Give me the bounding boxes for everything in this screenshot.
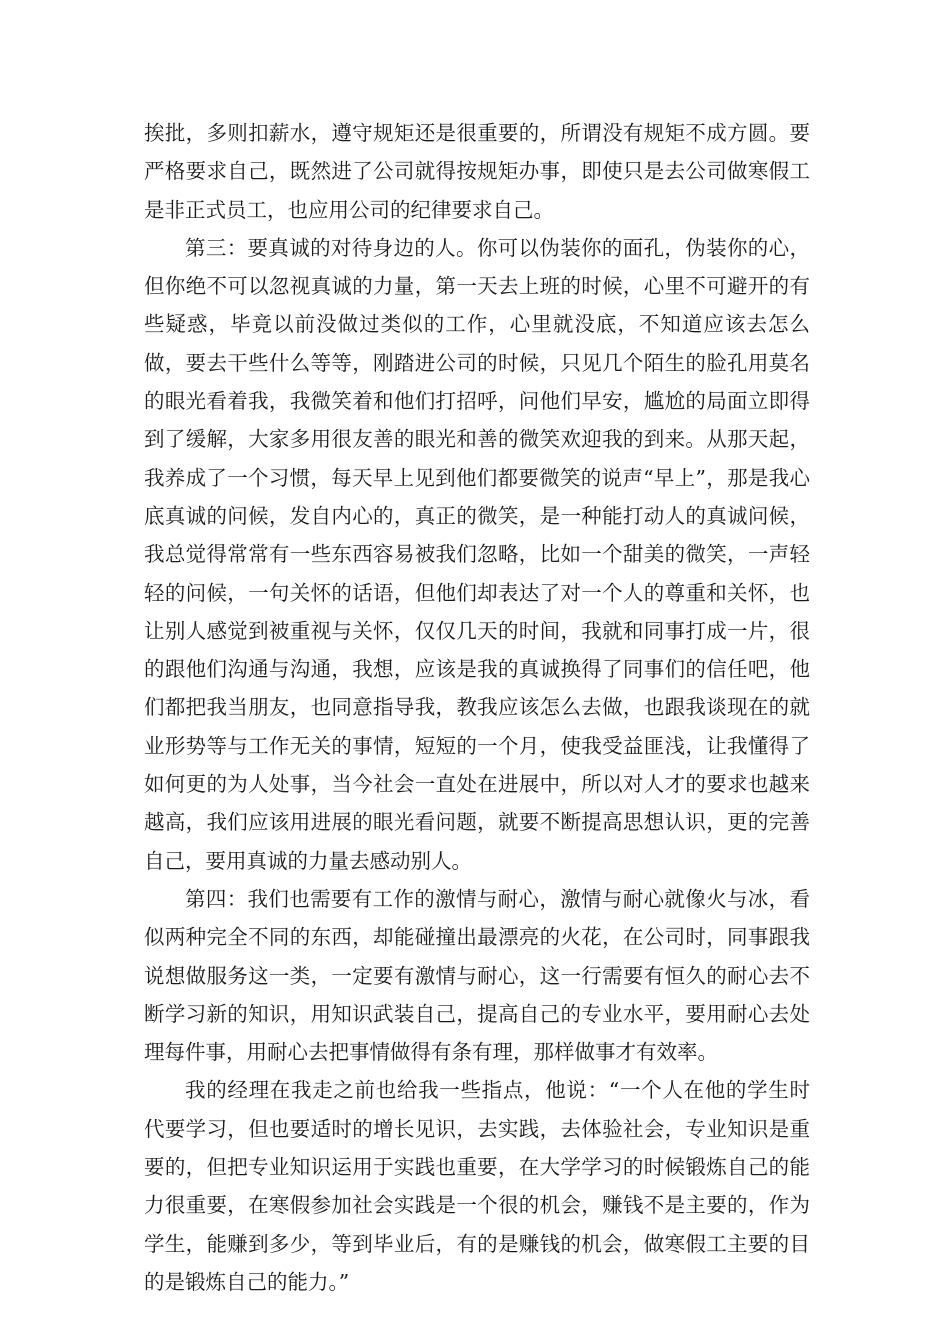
paragraph-point-three: 第三：要真诚的对待身边的人。你可以伪装你的面孔，伪装你的心，但你绝不可以忽视真诚的力量，第一天去上班的时候，心里不可避开的有些疑惑，毕竟以前没做过类似的工作，心里就没底，不知道应该去怎么做，要去干些什么等等，刚踏进公司的时候，只见几个陌生的脸孔用莫名的眼光看着我，我微笑着和他们打招呼，问他们早安，尴尬的局面立即得到了缓解，大家多用很友善的眼光和善的微笑欢迎我的到来。从那天起，我养成了一个习惯，每天早上见到他们都要微笑的说声“早上”，那是我心底真诚的问候，发自内心的，真正的微笑，是一种能打动人的真诚问候，我总觉得常常有一些东西容易被我们忽略，比如一个甜美的微笑，一声轻轻的问候，一句关怀的话语，但他们却表达了对一个人的尊重和关怀，也让别人感觉到被重视与关怀，仅仅几天的时间，我就和同事打成一片，很的跟他们沟通与沟通，我想，应该是我的真诚换得了同事们的信任吧，他们都把我当朋友，也同意指导我，教我应该怎么去做，也跟我谈现在的就业形势等与工作无关的事情，短短的一个月，使我受益匪浅，让我懂得了如何更的为人处事，当今社会一直处在进展中，所以对人才的要求也越来越高，我们应该用进展的眼光看问题，就要不断提高思想认识，更的完善自己，要用真诚的力量去感动别人。 — [144, 235, 810, 873]
document-body — [144, 114, 810, 1301]
paragraph-manager-advice: 我的经理在我走之前也给我一些指点，他说：“一个人在他的学生时代要学习，但也要适时的增长见识，去实践，去体验社会，专业知识是重要的，但把专业知识运用于实践也重要，在大学学习的时候锻炼自己的能力很重要，在寒假参加社会实践是一个很的机会，赚钱不是主要的，作为学生，能赚到多少，等到毕业后，有的是赚钱的机会，做寒假工主要的目的是锻炼自己的能力。” — [144, 1078, 810, 1294]
paragraph-point-four: 第四：我们也需要有工作的激情与耐心，激情与耐心就像火与冰，看似两种完全不同的东西，却能碰撞出最漂亮的火花，在公司时，同事跟我说想做服务这一类，一定要有激情与耐心，这一行需要有恒久的耐心去不断学习新的知识，用知识武装自己，提高自己的专业水平，要用耐心去处理每件事，用耐心去把事情做得有条有理，那样做事才有效率。 — [144, 886, 810, 1065]
paragraph-continuation: 挨批，多则扣薪水，遵守规矩还是很重要的，所谓没有规矩不成方圆。要严格要求自己，既然进了公司就得按规矩办事，即使只是去公司做寒假工是非正式员工，也应用公司的纪律要求自己。 — [144, 121, 810, 222]
